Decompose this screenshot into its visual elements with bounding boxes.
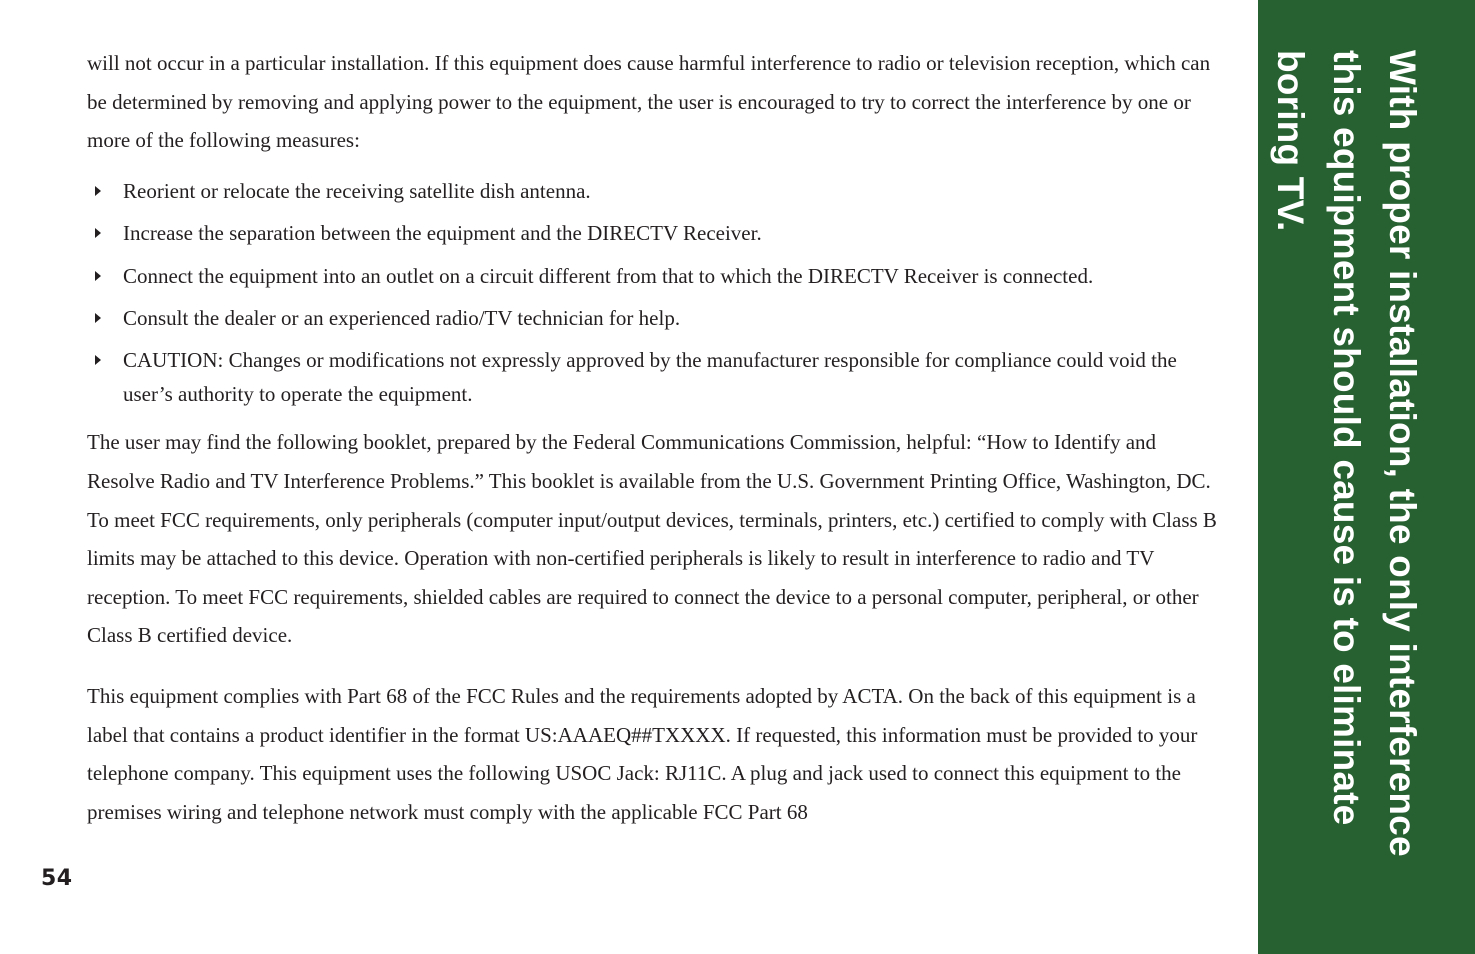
right-triangle-bullet-icon <box>95 259 105 293</box>
fcc-booklet-paragraph: The user may find the following booklet, prepared by the Federal Communications Commission, helpful: “How to Identify and Resolve Radio and TV Interference Problems.” This booklet is available from the U.S. Government Printing Office, Washington, DC. To meet FCC requirements, only peripherals (computer input/output devices, terminals, printers, etc.) certified to comply with Class B limits may be attached to this device. Operation with non-certified peripherals is likely to result in interference to radio and TV reception. To meet FCC requirements, shielded cables are required to connect the device to a personal computer, peripheral, or other Class B certified device. <box>87 430 1217 648</box>
list-item <box>87 216 1217 250</box>
list-item-text: Reorient or relocate the receiving satellite dish antenna. <box>123 178 591 203</box>
right-triangle-bullet-icon <box>95 301 105 335</box>
list-item-text: Increase the separation between the equipment and the DIRECTV Receiver. <box>123 221 762 246</box>
intro-paragraph: will not occur in a particular installation. If this equipment does cause harmful interference to radio or television reception, which can be determined by removing and applying power to the equipment, the user is encouraged to try to correct the interference by one or more of the following measures: <box>87 51 1211 153</box>
list-item-text: Consult the dealer or an experienced radio/TV technician for help. <box>123 305 681 330</box>
sidebar-pull-quote: With proper installation, the only interference this equipment should cause is to eliminate boring TV. <box>1270 50 1423 857</box>
list-item <box>87 301 1217 335</box>
page-number: 54 <box>41 866 73 891</box>
right-triangle-bullet-icon <box>95 216 105 250</box>
list-item-text: CAUTION: Changes or modifications not expressly approved by the manufacturer responsible for compliance could void the user’s authority to operate the equipment. <box>123 348 1177 407</box>
list-item <box>87 174 1217 208</box>
right-triangle-bullet-icon <box>95 343 105 377</box>
list-item-text: Connect the equipment into an outlet on a circuit different from that to which the DIRECTV Receiver is connected. <box>123 263 1094 288</box>
part68-paragraph: This equipment complies with Part 68 of the FCC Rules and the requirements adopted by ACTA. On the back of this equipment is a label that contains a product identifier in the format US:AAAEQ##TXXXX. If requested, this information must be provided to your telephone company. This equipment uses the following USOC Jack: RJ11C. A plug and jack used to connect this equipment to the premises wiring and telephone network must comply with the applicable FCC Part 68 <box>87 683 1198 824</box>
measures-list <box>87 174 1217 412</box>
document-body <box>87 44 1217 831</box>
right-triangle-bullet-icon <box>95 174 105 208</box>
list-item <box>87 259 1217 293</box>
list-item <box>87 343 1217 411</box>
